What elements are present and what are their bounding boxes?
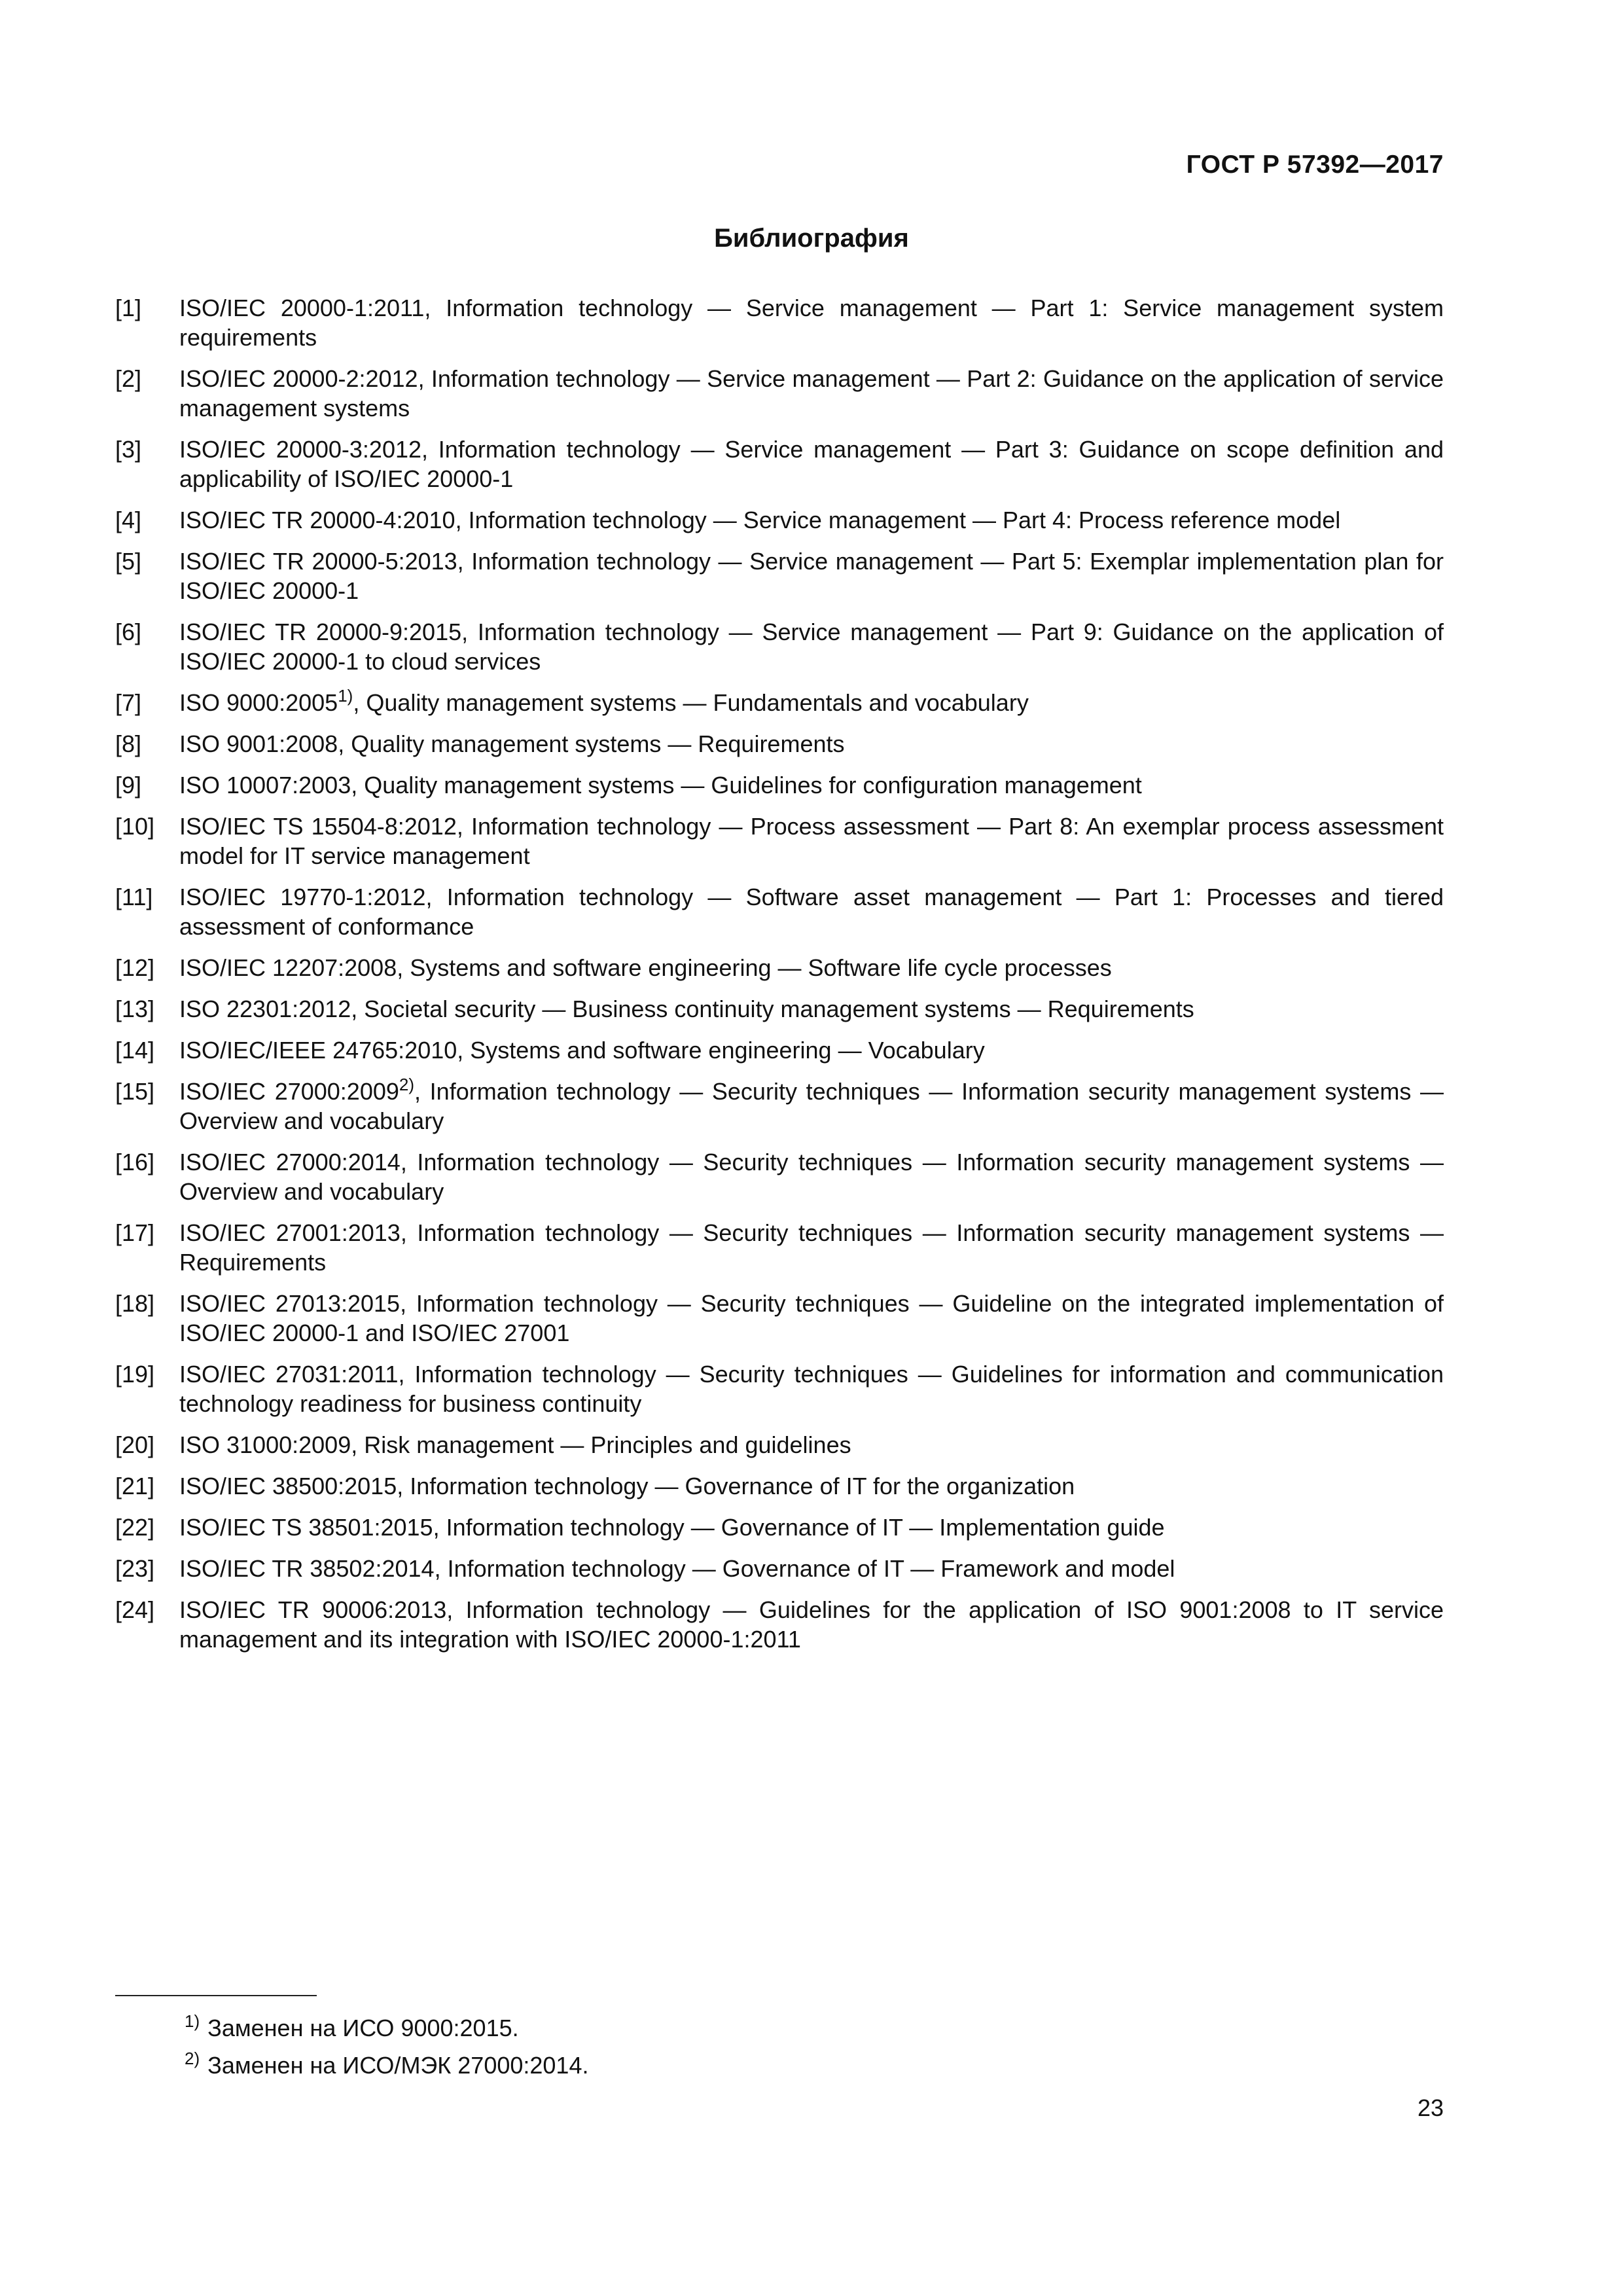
page-number: 23 xyxy=(1417,2094,1444,2121)
reference-text-part: ISO/IEC 27000:2009 xyxy=(179,1078,399,1105)
reference-text: ISO/IEC 20000-1:2011, Information technology — Service management — Part 1: Service management system requirements xyxy=(179,295,1444,351)
reference-item xyxy=(115,435,1444,493)
reference-number: [21] xyxy=(115,1473,155,1499)
reference-text: ISO/IEC TR 38502:2014, Information technology — Governance of IT — Framework and model xyxy=(179,1555,1175,1582)
footnote-marker: 1) xyxy=(338,686,353,706)
reference-item xyxy=(115,812,1444,870)
reference-text: ISO/IEC 27013:2015, Information technology — Security techniques — Guideline on the integrated implementation of ISO/IEC 20000-1 and ISO/IEC 27001 xyxy=(179,1290,1444,1346)
reference-item xyxy=(115,1513,1444,1542)
reference-item xyxy=(115,729,1444,759)
reference-number: [20] xyxy=(115,1431,155,1458)
reference-text-part: , Quality management systems — Fundamentals and vocabulary xyxy=(353,689,1029,716)
reference-number: [9] xyxy=(115,772,142,798)
reference-item xyxy=(115,770,1444,800)
reference-text: ISO/IEC 19770-1:2012, Information technology — Software asset management — Part 1: Processes and tiered assessment of conformance xyxy=(179,884,1444,940)
reference-number: [6] xyxy=(115,619,142,645)
reference-item xyxy=(115,1554,1444,1583)
reference-item xyxy=(115,547,1444,605)
reference-text: ISO/IEC 12207:2008, Systems and software engineering — Software life cycle processes xyxy=(179,954,1112,981)
reference-text-part: ISO 9000:2005 xyxy=(179,689,338,716)
footnote-marker: 2) xyxy=(399,1075,415,1094)
reference-item xyxy=(115,688,1444,717)
reference-number: [22] xyxy=(115,1514,155,1541)
reference-item xyxy=(115,1035,1444,1065)
reference-text: ISO 10007:2003, Quality management systems — Guidelines for configuration management xyxy=(179,772,1142,798)
reference-item xyxy=(115,1595,1444,1654)
reference-number: [3] xyxy=(115,436,142,463)
reference-item xyxy=(115,1471,1444,1501)
reference-number: [10] xyxy=(115,813,155,840)
footnote-divider xyxy=(115,1995,317,1996)
reference-text xyxy=(179,1077,1444,1136)
reference-item xyxy=(115,1289,1444,1348)
reference-text: ISO 9001:2008, Quality management systems — Requirements xyxy=(179,730,845,757)
footnote-mark: 1) xyxy=(185,2011,200,2031)
reference-number: [17] xyxy=(115,1219,155,1246)
reference-text: ISO/IEC TS 38501:2015, Information technology — Governance of IT — Implementation guide xyxy=(179,1514,1165,1541)
reference-number: [12] xyxy=(115,954,155,981)
footnote-text: Заменен на ИСО 9000:2015. xyxy=(207,2015,519,2041)
reference-text: ISO/IEC 20000-3:2012, Information technology — Service management — Part 3: Guidance on scope definition and applicability of ISO/IEC 20000-1 xyxy=(179,436,1444,492)
reference-item xyxy=(115,364,1444,423)
reference-item xyxy=(115,994,1444,1024)
reference-number: [19] xyxy=(115,1361,155,1388)
reference-text: ISO/IEC/IEEE 24765:2010, Systems and software engineering — Vocabulary xyxy=(179,1037,985,1064)
reference-item xyxy=(115,1218,1444,1277)
reference-text: ISO/IEC 20000-2:2012, Information technology — Service management — Part 2: Guidance on the application of service management systems xyxy=(179,365,1444,422)
footnote-mark: 2) xyxy=(185,2049,200,2068)
reference-number: [1] xyxy=(115,295,142,321)
reference-number: [13] xyxy=(115,996,155,1022)
reference-item xyxy=(115,617,1444,676)
reference-item xyxy=(115,1147,1444,1206)
reference-number: [7] xyxy=(115,689,142,716)
reference-item xyxy=(115,953,1444,982)
footnote xyxy=(185,2051,1428,2080)
footnote xyxy=(185,2013,1428,2043)
reference-number: [16] xyxy=(115,1149,155,1175)
reference-text: ISO 22301:2012, Societal security — Business continuity management systems — Requirements xyxy=(179,996,1194,1022)
reference-item xyxy=(115,1077,1444,1136)
reference-number: [15] xyxy=(115,1078,155,1105)
reference-number: [14] xyxy=(115,1037,155,1064)
reference-text: ISO 31000:2009, Risk management — Principles and guidelines xyxy=(179,1431,851,1458)
reference-text: ISO/IEC 27000:2014, Information technology — Security techniques — Information security management systems — Overview and vocabulary xyxy=(179,1149,1444,1205)
reference-number: [8] xyxy=(115,730,142,757)
reference-number: [18] xyxy=(115,1290,155,1317)
reference-text: ISO/IEC TR 20000-4:2010, Information technology — Service management — Part 4: Process reference model xyxy=(179,507,1341,533)
reference-number: [2] xyxy=(115,365,142,392)
reference-text xyxy=(179,688,1444,717)
reference-text: ISO/IEC 27001:2013, Information technology — Security techniques — Information security management systems — Requirements xyxy=(179,1219,1444,1276)
reference-text: ISO/IEC TR 90006:2013, Information technology — Guidelines for the application of ISO 9001:2008 to IT service management and its integration with ISO/IEC 20000-1:2011 xyxy=(179,1596,1444,1653)
page-title: Библиография xyxy=(714,224,909,253)
reference-text-part: , Information technology — Security techniques — Information security management systems — Overview and vocabulary xyxy=(179,1078,1444,1134)
reference-number: [5] xyxy=(115,548,142,575)
footnotes xyxy=(185,2013,1428,2088)
reference-number: [24] xyxy=(115,1596,155,1623)
reference-list xyxy=(115,293,1444,1666)
reference-text: ISO/IEC 38500:2015, Information technology — Governance of IT for the organization xyxy=(179,1473,1075,1499)
reference-text: ISO/IEC TR 20000-9:2015, Information technology — Service management — Part 9: Guidance on the application of ISO/IEC 20000-1 to cloud services xyxy=(179,619,1444,675)
reference-number: [23] xyxy=(115,1555,155,1582)
reference-text: ISO/IEC 27031:2011, Information technology — Security techniques — Guidelines for information and communication technology readiness for business continuity xyxy=(179,1361,1444,1417)
reference-item xyxy=(115,1359,1444,1418)
reference-item xyxy=(115,882,1444,941)
reference-item xyxy=(115,505,1444,535)
footnote-text: Заменен на ИСО/МЭК 27000:2014. xyxy=(207,2052,589,2079)
document-code: ГОСТ Р 57392—2017 xyxy=(1186,151,1444,179)
reference-item xyxy=(115,293,1444,352)
reference-number: [4] xyxy=(115,507,142,533)
reference-number: [11] xyxy=(115,884,153,910)
reference-text: ISO/IEC TS 15504-8:2012, Information technology — Process assessment — Part 8: An exemplar process assessment model for IT service management xyxy=(179,813,1444,869)
reference-text: ISO/IEC TR 20000-5:2013, Information technology — Service management — Part 5: Exemplar implementation plan for ISO/IEC 20000-1 xyxy=(179,548,1444,604)
reference-item xyxy=(115,1430,1444,1460)
